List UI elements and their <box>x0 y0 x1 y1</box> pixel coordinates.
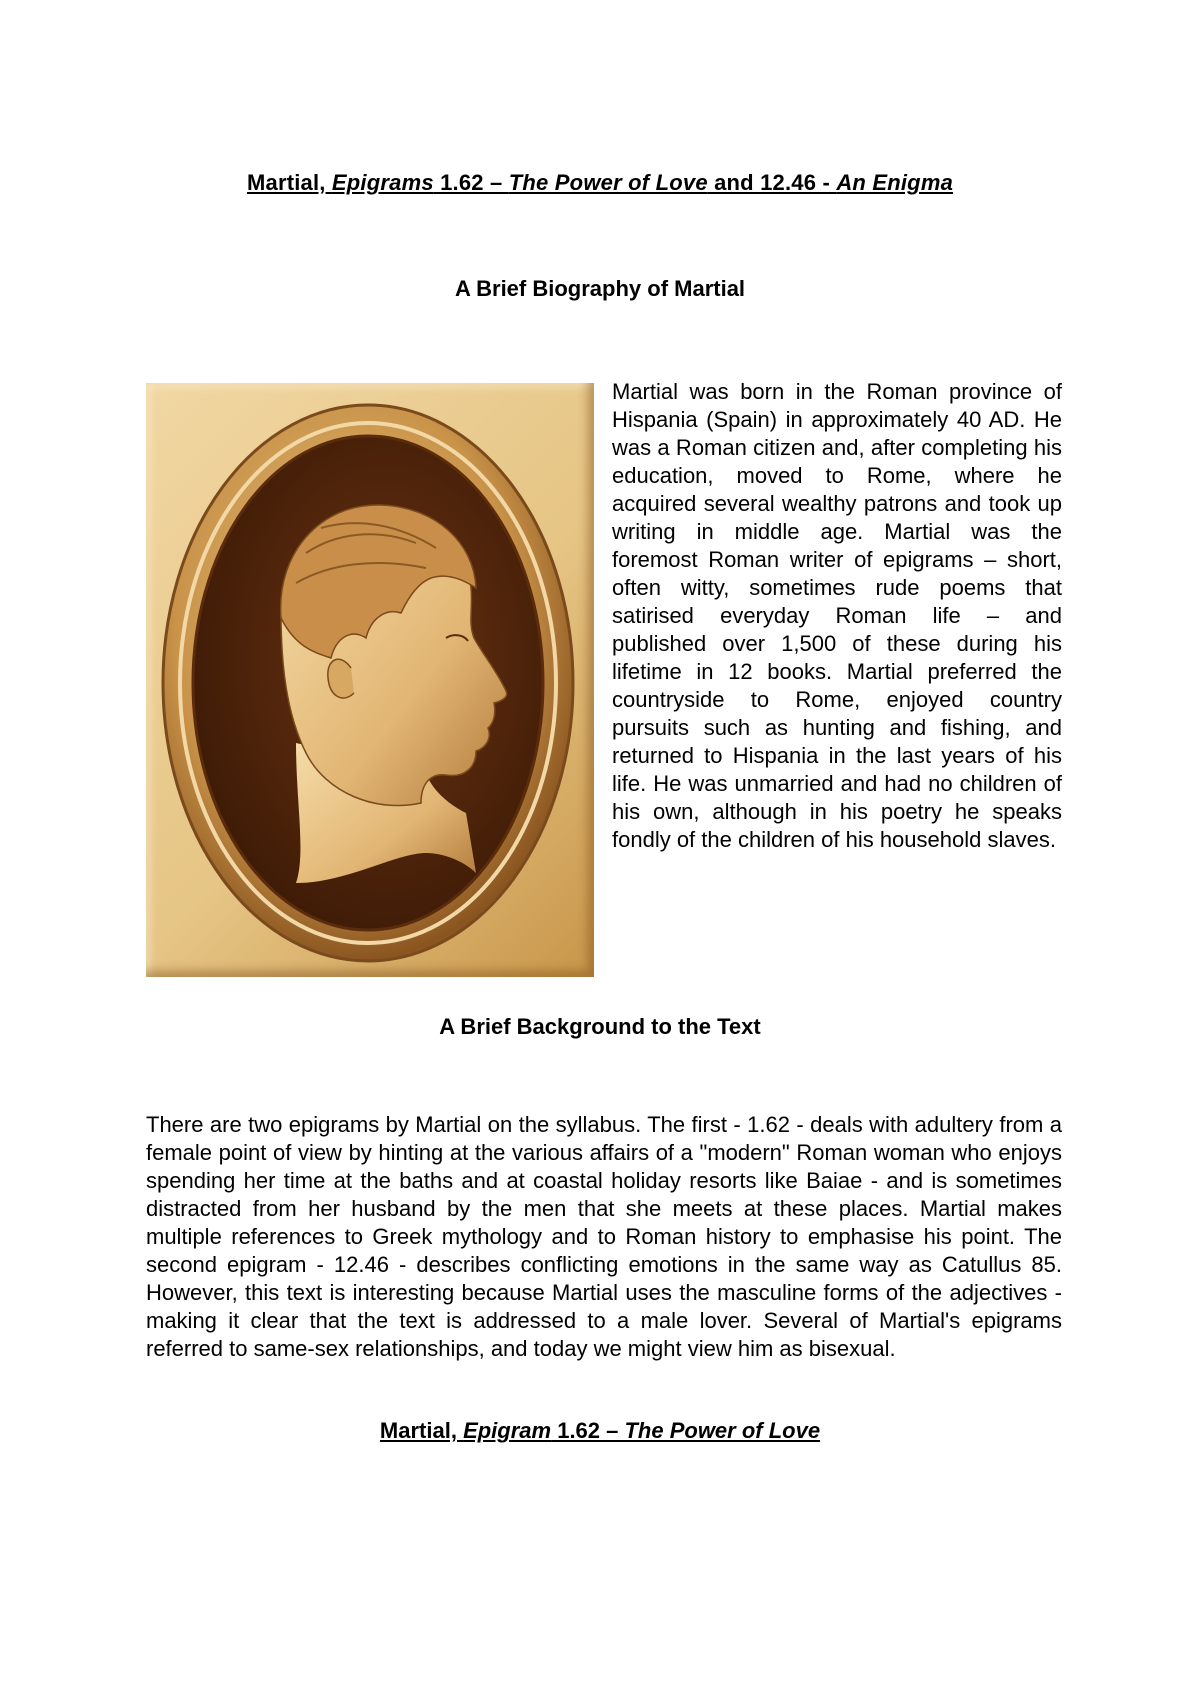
page-title <box>0 170 1200 196</box>
epigram-work: Epigram <box>463 1418 552 1443</box>
title-author: Martial, <box>246 170 332 195</box>
title-ref-2: and 12.46 - <box>707 170 837 195</box>
title-ref-1: 1.62 – <box>433 170 509 195</box>
epigram-poem: The Power of Love <box>624 1418 821 1443</box>
martial-portrait-image <box>146 383 594 977</box>
title-work: Epigrams <box>331 170 434 195</box>
title-poem-2: An Enigma <box>836 170 954 195</box>
background-text: There are two epigrams by Martial on the syllabus. The first - 1.62 - deals with adultery from a female point of view by hinting at the various affairs of a "modern" Roman woman who enjoys spending her time at the baths and at coastal holiday resorts like Baiae - and is sometimes distracted from her husband by the men that she meets at these places. Martial makes multiple references to Greek mythology and to Roman history to emphasise his point. The second epigram - 12.46 - describes conflicting emotions in the same way as Catullus 85. However, this text is interesting because Martial uses the masculine forms of the adjectives - making it clear that the text is addressed to a male lover. Several of Martial's epigrams referred to same-sex relationships, and today we might view him as bisexual. <box>146 1112 1062 1361</box>
biography-heading: A Brief Biography of Martial <box>454 276 746 301</box>
background-heading: A Brief Background to the Text <box>439 1014 761 1039</box>
epigram-author: Martial, <box>379 1418 464 1443</box>
epigram-ref: 1.62 – <box>551 1418 625 1443</box>
biography-text: Martial was born in the Roman province of Hispania (Spain) in approximately 40 AD. He was a Roman citizen and, after completing his education, moved to Rome, where he acquired several wealthy patrons and took up writing in middle age. Martial was the foremost Roman writer of epigrams – short, often witty, sometimes rude poems that satirised everyday Roman life – and published over 1,500 of these during his lifetime in 12 books. Martial preferred the countryside to Rome, enjoyed country pursuits such as hunting and fishing, and returned to Hispania in the last years of his life. He was unmarried and had no children of his own, although in his poetry he speaks fondly of the children of his household slaves. <box>612 379 1062 852</box>
title-poem-1: The Power of Love <box>508 170 708 195</box>
epigram-title <box>0 1418 1200 1444</box>
